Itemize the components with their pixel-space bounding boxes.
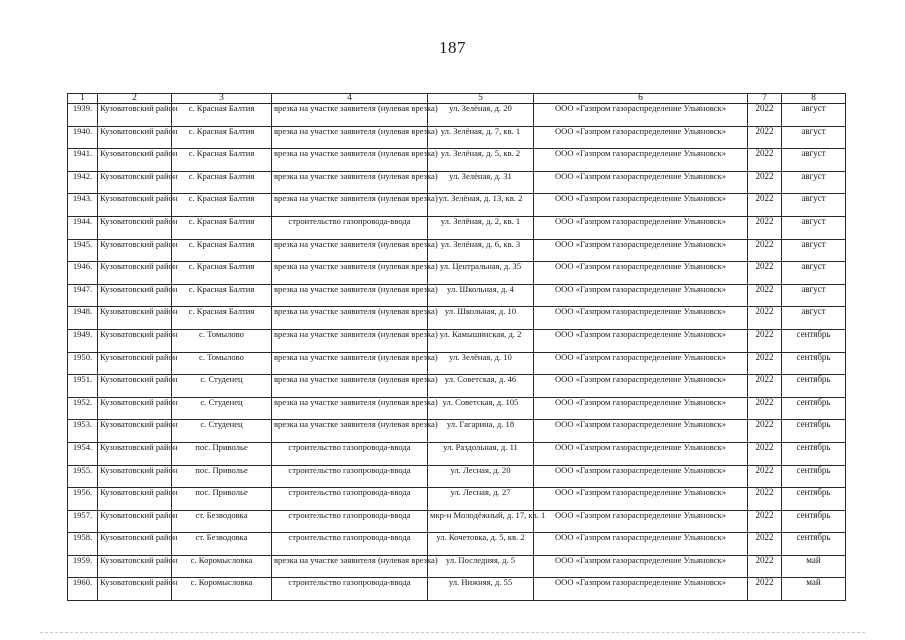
locality-cell: с. Томылово: [172, 352, 272, 375]
table-row: [68, 104, 846, 127]
locality-cell: с. Красная Балтия: [172, 307, 272, 330]
address-cell: ул. Зелёная, д. 10: [428, 352, 534, 375]
table-row: [68, 329, 846, 352]
table-row: [68, 465, 846, 488]
table-row: [68, 488, 846, 511]
table-row: [68, 352, 846, 375]
organization-cell: ООО «Газпром газораспределение Ульяновск»: [534, 375, 748, 398]
work-type-cell: строительство газопровода-ввода: [272, 578, 428, 601]
month-cell: август: [782, 194, 846, 217]
row-number-cell: 1942.: [68, 171, 98, 194]
row-number-cell: 1954.: [68, 442, 98, 465]
locality-cell: ст. Безводовка: [172, 510, 272, 533]
organization-cell: ООО «Газпром газораспределение Ульяновск»: [534, 352, 748, 375]
row-number-cell: 1943.: [68, 194, 98, 217]
address-cell: ул. Нижняя, д. 55: [428, 578, 534, 601]
work-type-cell: врезка на участке заявителя (нулевая врезка): [272, 329, 428, 352]
work-type-cell: врезка на участке заявителя (нулевая врезка): [272, 171, 428, 194]
work-type-cell: врезка на участке заявителя (нулевая врезка): [272, 307, 428, 330]
district-cell: Кузоватовский район: [98, 375, 172, 398]
district-cell: Кузоватовский район: [98, 488, 172, 511]
district-cell: Кузоватовский район: [98, 239, 172, 262]
address-cell: ул. Лесная, д. 27: [428, 488, 534, 511]
month-cell: сентябрь: [782, 488, 846, 511]
row-number-cell: 1946.: [68, 262, 98, 285]
address-cell: ул. Зелёная, д. 7, кв. 1: [428, 126, 534, 149]
work-type-cell: строительство газопровода-ввода: [272, 488, 428, 511]
district-cell: Кузоватовский район: [98, 578, 172, 601]
organization-cell: ООО «Газпром газораспределение Ульяновск»: [534, 104, 748, 127]
address-cell: мкр-н Молодёжный, д. 17, кв. 1: [428, 510, 534, 533]
table-row: [68, 397, 846, 420]
work-type-cell: врезка на участке заявителя (нулевая врезка): [272, 239, 428, 262]
row-number-cell: 1949.: [68, 329, 98, 352]
district-cell: Кузоватовский район: [98, 352, 172, 375]
row-number-cell: 1956.: [68, 488, 98, 511]
page-number: 187: [439, 38, 466, 57]
locality-cell: с. Коромысловка: [172, 578, 272, 601]
address-cell: ул. Зелёная, д. 2, кв. 1: [428, 216, 534, 239]
table-row: [68, 307, 846, 330]
organization-cell: ООО «Газпром газораспределение Ульяновск»: [534, 329, 748, 352]
month-cell: август: [782, 171, 846, 194]
organization-cell: ООО «Газпром газораспределение Ульяновск»: [534, 284, 748, 307]
year-cell: 2022: [748, 488, 782, 511]
table-row: [68, 194, 846, 217]
district-cell: Кузоватовский район: [98, 194, 172, 217]
work-type-cell: врезка на участке заявителя (нулевая врезка): [272, 284, 428, 307]
district-cell: Кузоватовский район: [98, 442, 172, 465]
locality-cell: с. Студенец: [172, 397, 272, 420]
address-cell: ул. Лесная, д. 20: [428, 465, 534, 488]
address-cell: ул. Гагарина, д. 18: [428, 420, 534, 443]
year-cell: 2022: [748, 239, 782, 262]
gas-connection-table: [67, 93, 846, 601]
year-cell: 2022: [748, 578, 782, 601]
district-cell: Кузоватовский район: [98, 126, 172, 149]
organization-cell: ООО «Газпром газораспределение Ульяновск»: [534, 397, 748, 420]
work-type-cell: строительство газопровода-ввода: [272, 465, 428, 488]
month-cell: сентябрь: [782, 420, 846, 443]
district-cell: Кузоватовский район: [98, 420, 172, 443]
row-number-cell: 1951.: [68, 375, 98, 398]
month-cell: август: [782, 262, 846, 285]
column-header: 1: [68, 94, 98, 104]
locality-cell: с. Красная Балтия: [172, 262, 272, 285]
address-cell: ул. Раздольная, д. 11: [428, 442, 534, 465]
locality-cell: с. Коромысловка: [172, 555, 272, 578]
year-cell: 2022: [748, 510, 782, 533]
year-cell: 2022: [748, 442, 782, 465]
table-row: [68, 442, 846, 465]
month-cell: август: [782, 126, 846, 149]
locality-cell: пос. Приволье: [172, 442, 272, 465]
column-header: 7: [748, 94, 782, 104]
locality-cell: с. Красная Балтия: [172, 284, 272, 307]
work-type-cell: врезка на участке заявителя (нулевая врезка): [272, 420, 428, 443]
district-cell: Кузоватовский район: [98, 216, 172, 239]
organization-cell: ООО «Газпром газораспределение Ульяновск»: [534, 126, 748, 149]
table-row: [68, 375, 846, 398]
work-type-cell: врезка на участке заявителя (нулевая врезка): [272, 104, 428, 127]
column-header: 4: [272, 94, 428, 104]
locality-cell: с. Студенец: [172, 375, 272, 398]
month-cell: сентябрь: [782, 397, 846, 420]
address-cell: ул. Зелёная, д. 31: [428, 171, 534, 194]
month-cell: сентябрь: [782, 442, 846, 465]
organization-cell: ООО «Газпром газораспределение Ульяновск»: [534, 465, 748, 488]
organization-cell: ООО «Газпром газораспределение Ульяновск»: [534, 578, 748, 601]
district-cell: Кузоватовский район: [98, 307, 172, 330]
locality-cell: с. Красная Балтия: [172, 194, 272, 217]
row-number-cell: 1947.: [68, 284, 98, 307]
organization-cell: ООО «Газпром газораспределение Ульяновск»: [534, 420, 748, 443]
column-header: 6: [534, 94, 748, 104]
locality-cell: с. Томылово: [172, 329, 272, 352]
address-cell: ул. Школьная, д. 10: [428, 307, 534, 330]
month-cell: август: [782, 104, 846, 127]
column-number-row: [68, 94, 846, 104]
month-cell: сентябрь: [782, 375, 846, 398]
district-cell: Кузоватовский район: [98, 284, 172, 307]
organization-cell: ООО «Газпром газораспределение Ульяновск»: [534, 533, 748, 556]
address-cell: ул. Школьная, д. 4: [428, 284, 534, 307]
organization-cell: ООО «Газпром газораспределение Ульяновск»: [534, 239, 748, 262]
year-cell: 2022: [748, 555, 782, 578]
row-number-cell: 1952.: [68, 397, 98, 420]
address-cell: ул. Советская, д. 46: [428, 375, 534, 398]
work-type-cell: врезка на участке заявителя (нулевая врезка): [272, 126, 428, 149]
address-cell: ул. Кочетовка, д. 5, кв. 2: [428, 533, 534, 556]
table-row: [68, 555, 846, 578]
year-cell: 2022: [748, 533, 782, 556]
locality-cell: с. Красная Балтия: [172, 171, 272, 194]
district-cell: Кузоватовский район: [98, 397, 172, 420]
locality-cell: пос. Приволье: [172, 488, 272, 511]
organization-cell: ООО «Газпром газораспределение Ульяновск»: [534, 510, 748, 533]
organization-cell: ООО «Газпром газораспределение Ульяновск»: [534, 555, 748, 578]
year-cell: 2022: [748, 194, 782, 217]
address-cell: ул. Зелёная, д. 5, кв. 2: [428, 149, 534, 172]
table-row: [68, 420, 846, 443]
row-number-cell: 1948.: [68, 307, 98, 330]
year-cell: 2022: [748, 171, 782, 194]
table-row: [68, 149, 846, 172]
month-cell: сентябрь: [782, 329, 846, 352]
row-number-cell: 1944.: [68, 216, 98, 239]
month-cell: май: [782, 578, 846, 601]
locality-cell: пос. Приволье: [172, 465, 272, 488]
district-cell: Кузоватовский район: [98, 465, 172, 488]
month-cell: август: [782, 239, 846, 262]
row-number-cell: 1953.: [68, 420, 98, 443]
year-cell: 2022: [748, 126, 782, 149]
work-type-cell: врезка на участке заявителя (нулевая врезка): [272, 194, 428, 217]
work-type-cell: врезка на участке заявителя (нулевая врезка): [272, 375, 428, 398]
organization-cell: ООО «Газпром газораспределение Ульяновск»: [534, 307, 748, 330]
column-header: 5: [428, 94, 534, 104]
work-type-cell: врезка на участке заявителя (нулевая врезка): [272, 352, 428, 375]
table-row: [68, 171, 846, 194]
organization-cell: ООО «Газпром газораспределение Ульяновск»: [534, 262, 748, 285]
month-cell: август: [782, 307, 846, 330]
address-cell: ул. Зелёная, д. 13, кв. 2: [428, 194, 534, 217]
organization-cell: ООО «Газпром газораспределение Ульяновск»: [534, 216, 748, 239]
district-cell: Кузоватовский район: [98, 329, 172, 352]
row-number-cell: 1958.: [68, 533, 98, 556]
year-cell: 2022: [748, 465, 782, 488]
organization-cell: ООО «Газпром газораспределение Ульяновск»: [534, 442, 748, 465]
district-cell: Кузоватовский район: [98, 104, 172, 127]
address-cell: ул. Камышинская, д. 2: [428, 329, 534, 352]
month-cell: май: [782, 555, 846, 578]
year-cell: 2022: [748, 216, 782, 239]
locality-cell: с. Студенец: [172, 420, 272, 443]
month-cell: август: [782, 149, 846, 172]
organization-cell: ООО «Газпром газораспределение Ульяновск»: [534, 171, 748, 194]
row-number-cell: 1957.: [68, 510, 98, 533]
table-row: [68, 239, 846, 262]
locality-cell: с. Красная Балтия: [172, 239, 272, 262]
year-cell: 2022: [748, 149, 782, 172]
year-cell: 2022: [748, 420, 782, 443]
year-cell: 2022: [748, 375, 782, 398]
district-cell: Кузоватовский район: [98, 533, 172, 556]
locality-cell: ст. Безводовка: [172, 533, 272, 556]
month-cell: сентябрь: [782, 352, 846, 375]
table-row: [68, 578, 846, 601]
month-cell: сентябрь: [782, 510, 846, 533]
column-header: 2: [98, 94, 172, 104]
month-cell: сентябрь: [782, 465, 846, 488]
locality-cell: с. Красная Балтия: [172, 216, 272, 239]
column-header: 3: [172, 94, 272, 104]
work-type-cell: врезка на участке заявителя (нулевая врезка): [272, 397, 428, 420]
locality-cell: с. Красная Балтия: [172, 104, 272, 127]
table-row: [68, 126, 846, 149]
year-cell: 2022: [748, 307, 782, 330]
address-cell: ул. Зелёная, д. 6, кв. 3: [428, 239, 534, 262]
district-cell: Кузоватовский район: [98, 262, 172, 285]
work-type-cell: врезка на участке заявителя (нулевая врезка): [272, 555, 428, 578]
work-type-cell: строительство газопровода-ввода: [272, 442, 428, 465]
address-cell: ул. Зелёная, д. 20: [428, 104, 534, 127]
row-number-cell: 1960.: [68, 578, 98, 601]
year-cell: 2022: [748, 397, 782, 420]
district-cell: Кузоватовский район: [98, 171, 172, 194]
work-type-cell: строительство газопровода-ввода: [272, 216, 428, 239]
scan-artifact-line: [40, 632, 865, 634]
address-cell: ул. Центральная, д. 35: [428, 262, 534, 285]
year-cell: 2022: [748, 329, 782, 352]
year-cell: 2022: [748, 262, 782, 285]
year-cell: 2022: [748, 284, 782, 307]
work-type-cell: строительство газопровода-ввода: [272, 510, 428, 533]
work-type-cell: строительство газопровода-ввода: [272, 533, 428, 556]
row-number-cell: 1940.: [68, 126, 98, 149]
table-body: [68, 104, 846, 601]
address-cell: ул. Советская, д. 105: [428, 397, 534, 420]
district-cell: Кузоватовский район: [98, 510, 172, 533]
row-number-cell: 1955.: [68, 465, 98, 488]
row-number-cell: 1945.: [68, 239, 98, 262]
row-number-cell: 1950.: [68, 352, 98, 375]
year-cell: 2022: [748, 352, 782, 375]
row-number-cell: 1959.: [68, 555, 98, 578]
work-type-cell: врезка на участке заявителя (нулевая врезка): [272, 149, 428, 172]
address-cell: ул. Последняя, д. 5: [428, 555, 534, 578]
year-cell: 2022: [748, 104, 782, 127]
organization-cell: ООО «Газпром газораспределение Ульяновск»: [534, 194, 748, 217]
work-type-cell: врезка на участке заявителя (нулевая врезка): [272, 262, 428, 285]
district-cell: Кузоватовский район: [98, 149, 172, 172]
table-row: [68, 262, 846, 285]
locality-cell: с. Красная Балтия: [172, 126, 272, 149]
district-cell: Кузоватовский район: [98, 555, 172, 578]
organization-cell: ООО «Газпром газораспределение Ульяновск»: [534, 488, 748, 511]
row-number-cell: 1939.: [68, 104, 98, 127]
table-row: [68, 284, 846, 307]
table-row: [68, 216, 846, 239]
month-cell: сентябрь: [782, 533, 846, 556]
month-cell: август: [782, 216, 846, 239]
month-cell: август: [782, 284, 846, 307]
row-number-cell: 1941.: [68, 149, 98, 172]
column-header: 8: [782, 94, 846, 104]
table-row: [68, 533, 846, 556]
locality-cell: с. Красная Балтия: [172, 149, 272, 172]
table-row: [68, 510, 846, 533]
organization-cell: ООО «Газпром газораспределение Ульяновск»: [534, 149, 748, 172]
